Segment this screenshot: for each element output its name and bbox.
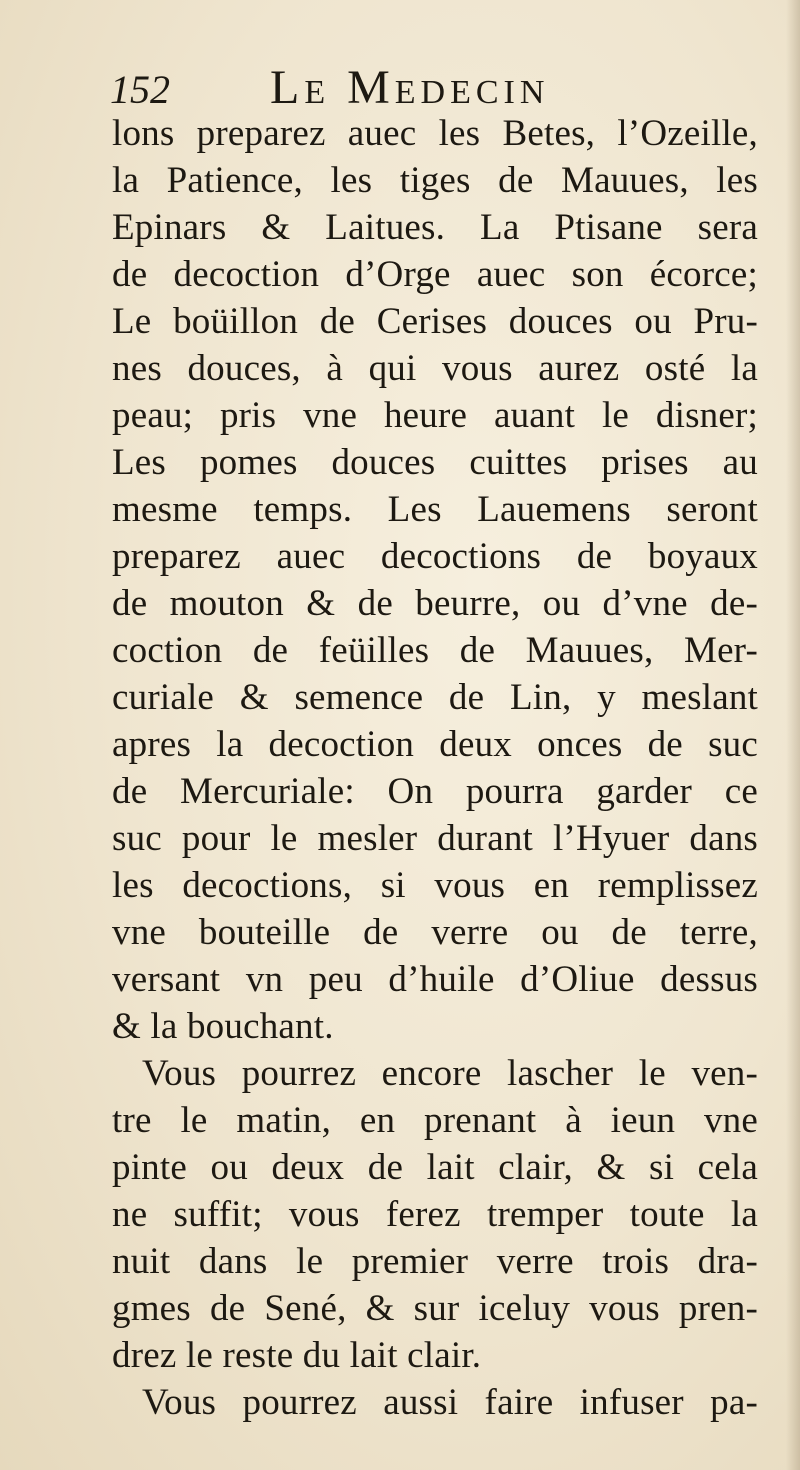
text-line: drez le reste du lait clair.	[112, 1335, 482, 1376]
body-text	[112, 110, 758, 1426]
page-edge-shadow	[786, 0, 800, 1470]
text-line: nes douces, à qui vous aurez osté la	[112, 348, 758, 389]
text-line: Vous pourrez encore lascher le ven-	[142, 1053, 758, 1094]
text-line: suc pour le mesler durant l’Hyuer dans	[112, 818, 758, 859]
text-line: & la bouchant.	[112, 1006, 334, 1047]
text-line: lons preparez auec les Betes, l’Ozeille,	[112, 113, 758, 154]
text-line: de mouton & de beurre, ou d’vne de-	[112, 583, 758, 624]
page-number: 152	[110, 67, 170, 112]
text-line: Le boüillon de Cerises douces ou Pru-	[112, 301, 758, 342]
text-line: les decoctions, si vous en remplissez	[112, 865, 758, 906]
text-line: vne bouteille de verre ou de terre,	[112, 912, 758, 953]
text-line: de decoction d’Orge auec son écorce;	[112, 254, 758, 295]
text-line: gmes de Sené, & sur iceluy vous pren-	[112, 1288, 758, 1329]
page-header	[110, 58, 750, 118]
text-line: versant vn peu d’huile d’Oliue dessus	[112, 959, 758, 1000]
text-line: nuit dans le premier verre trois dra-	[112, 1241, 758, 1282]
text-line: Epinars & Laitues. La Ptisane sera	[112, 207, 758, 248]
text-line: ne suffit; vous ferez tremper toute la	[112, 1194, 758, 1235]
text-line: apres la decoction deux onces de suc	[112, 724, 758, 765]
running-head: Le Medecin	[270, 61, 550, 114]
text-line: Vous pourrez aussi faire infuser pa-	[142, 1382, 758, 1423]
text-line: la Patience, les tiges de Mauues, les	[112, 160, 758, 201]
text-line: preparez auec decoctions de boyaux	[112, 536, 758, 577]
text-line: pinte ou deux de lait clair, & si cela	[112, 1147, 758, 1188]
text-line: curiale & semence de Lin, y meslant	[112, 677, 758, 718]
text-line: peau; pris vne heure auant le disner;	[112, 395, 758, 436]
text-line: tre le matin, en prenant à ieun vne	[112, 1100, 758, 1141]
text-line: mesme temps. Les Lauemens seront	[112, 489, 758, 530]
text-line: Les pomes douces cuittes prises au	[112, 442, 758, 483]
text-line: coction de feüilles de Mauues, Mer-	[112, 630, 758, 671]
text-line: de Mercuriale: On pourra garder ce	[112, 771, 758, 812]
